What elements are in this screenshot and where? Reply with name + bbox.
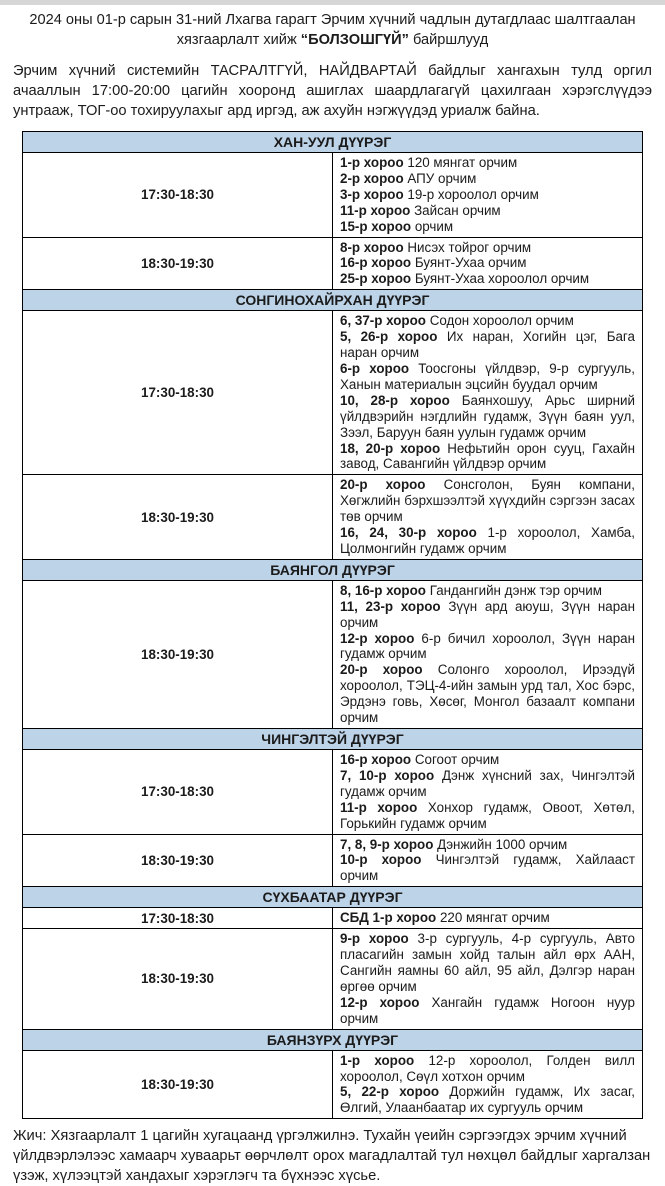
locations-cell xyxy=(333,1050,643,1119)
locations-cell xyxy=(333,311,643,475)
schedule-row xyxy=(23,929,643,1029)
khoroo-label: 1-р хороо xyxy=(340,155,404,170)
khoroo-location: 6-р бичил хороолол, Зүүн наран гудамж орчим xyxy=(340,630,635,662)
page-title-text: 2024 оны 01-р сарын 31-ний Лхагва гарагт Эрчим хүчний чадлын дутагдлаас шалтгаалан хязгаарлалт хийж xyxy=(29,12,636,48)
khoroo-label: 6, 37-р хороо xyxy=(340,313,426,329)
time-slot: 18:30-19:30 xyxy=(23,929,333,1029)
schedule-row xyxy=(23,153,643,238)
khoroo-location: Буянт-Ухаа орчим xyxy=(414,255,527,271)
district-header-row xyxy=(23,729,643,750)
khoroo-location: АПУ орчим xyxy=(407,170,477,186)
footnote-paragraph: Жич: Хязгаарлалт 1 цагийн хугацаанд үргэлжилнэ. Тухайн үеийн сэргээгдэх эрчим хүчний үйлдвэрлэлээс хамаарч хуваарьт өөрчлөлт орох магадлалтай тул нөхцөл байдлыг харгалзан үзэж, хүлээцтэй хандахыг хэрэглэгч та бүхнээс хүсье. xyxy=(13,1128,651,1185)
time-slot: 18:30-19:30 xyxy=(23,1050,333,1119)
time-slot: 18:30-19:30 xyxy=(23,834,333,887)
khoroo-entry xyxy=(340,583,635,599)
khoroo-label: 5, 26-р хороо xyxy=(340,329,438,345)
khoroo-label: 6-р хороо xyxy=(340,360,410,376)
khoroo-entry xyxy=(340,155,635,171)
khoroo-location: 3-р сургууль, 4-р сургууль, Авто пласагийн замын хойд талын айл өрх ААН, Сангийн яамны 60 айл, 95 айл, Дэлгэр наран өргөө орчим xyxy=(340,931,635,994)
khoroo-entry xyxy=(340,393,635,441)
district-header-row xyxy=(23,887,643,908)
locations-cell xyxy=(333,750,643,835)
window-edge-strip xyxy=(0,0,665,5)
district-header-row xyxy=(23,290,643,311)
khoroo-entry xyxy=(340,768,635,800)
khoroo-entry xyxy=(340,203,635,219)
schedule-row xyxy=(23,475,643,560)
schedule-row xyxy=(23,580,643,728)
khoroo-entry xyxy=(340,1084,635,1116)
locations-cell xyxy=(333,834,643,887)
khoroo-label: 8, 16-р хороо xyxy=(340,582,426,598)
khoroo-label: 10, 28-р хороо xyxy=(340,392,450,408)
khoroo-label: 11-р хороо xyxy=(340,202,411,218)
schedule-row xyxy=(23,237,643,290)
khoroo-label: 12-р хороо xyxy=(340,630,415,646)
district-header: БАЯНГОЛ ДҮҮРЭГ xyxy=(23,559,643,580)
khoroo-location: Зайсан орчим xyxy=(414,202,501,218)
khoroo-label: СБД 1-р хороо xyxy=(340,910,437,926)
page-title-emphasis: “БОЛЗОШГҮЙ” xyxy=(300,32,409,48)
district-header-row xyxy=(23,132,643,153)
khoroo-entry xyxy=(340,837,635,853)
khoroo-entry xyxy=(340,329,635,361)
khoroo-entry xyxy=(340,441,635,473)
khoroo-entry xyxy=(340,910,635,926)
khoroo-entry xyxy=(340,271,635,287)
khoroo-entry xyxy=(340,631,635,663)
locations-cell xyxy=(333,580,643,728)
khoroo-location: 120 мянгат орчим xyxy=(407,155,518,170)
khoroo-location: Тоосгоны үйлдвэр, 9-р сургууль, Ханын материалын эцсийн буудал орчим xyxy=(340,360,635,392)
khoroo-location: 19-р хороолол орчим xyxy=(407,186,539,202)
khoroo-entry xyxy=(340,995,635,1027)
khoroo-entry xyxy=(340,752,635,768)
schedule-row xyxy=(23,311,643,475)
outage-schedule-table xyxy=(22,131,643,1119)
khoroo-label: 3-р хороо xyxy=(340,186,404,202)
district-header: СОНГИНОХАЙРХАН ДҮҮРЭГ xyxy=(23,290,643,311)
schedule-row xyxy=(23,834,643,887)
khoroo-entry xyxy=(340,525,635,557)
district-header-row xyxy=(23,1029,643,1050)
schedule-row xyxy=(23,1050,643,1119)
khoroo-entry xyxy=(340,852,635,884)
khoroo-location: Чингэлтэй гудамж, Хайлааст орчим xyxy=(340,852,635,884)
khoroo-entry xyxy=(340,599,635,631)
khoroo-label: 20-р хороо xyxy=(340,662,423,678)
khoroo-label: 16, 24, 30-р хороо xyxy=(340,525,477,541)
khoroo-location: Содон хороолол орчим xyxy=(429,313,574,329)
district-header-row xyxy=(23,559,643,580)
khoroo-location: Доржийн гудамж, Их засаг, Өлгий, Улаанбаатар их сургууль орчим xyxy=(340,1084,635,1116)
khoroo-label: 18, 20-р хороо xyxy=(340,440,441,456)
locations-cell xyxy=(333,475,643,560)
khoroo-entry xyxy=(340,219,635,235)
time-slot: 17:30-18:30 xyxy=(23,750,333,835)
schedule-row xyxy=(23,750,643,835)
khoroo-label: 7, 10-р хороо xyxy=(340,767,435,783)
khoroo-label: 25-р хороо xyxy=(340,271,412,287)
khoroo-entry xyxy=(340,477,635,525)
khoroo-label: 1-р хороо xyxy=(340,1052,415,1068)
khoroo-label: 16-р хороо xyxy=(340,255,412,271)
khoroo-entry xyxy=(340,800,635,832)
khoroo-location: Солонго хороолол, Ирээдүй хороолол, ТЭЦ-4-ийн замын урд тал, Хос бэрс, Эрдэнэ говь, Хөсөг, Монгол базаалт компани орчим xyxy=(340,662,635,726)
time-slot: 18:30-19:30 xyxy=(23,475,333,560)
khoroo-location: Хангайн гудамж Ногоон нуур орчим xyxy=(340,994,635,1026)
khoroo-label: 20-р хороо xyxy=(340,477,426,493)
khoroo-location: Нисэх тойрог орчим xyxy=(407,239,532,255)
khoroo-location: Их наран, Хогийн цэг, Бага наран орчим xyxy=(340,329,635,361)
khoroo-entry xyxy=(340,361,635,393)
khoroo-label: 9-р хороо xyxy=(340,931,409,947)
khoroo-label: 11, 23-р хороо xyxy=(340,598,441,614)
district-header: СҮХБААТАР ДҮҮРЭГ xyxy=(23,887,643,908)
khoroo-location: орчим xyxy=(414,218,454,234)
khoroo-location: Сонсголон, Буян компани, Хөгжлийн бэрхшээлтэй хүүхдийн сэргээн засах төв орчим xyxy=(340,477,635,525)
khoroo-location: Гандангийн дэнж тэр орчим xyxy=(429,582,602,598)
khoroo-entry xyxy=(340,931,635,995)
khoroo-entry xyxy=(340,255,635,271)
locations-cell xyxy=(333,153,643,238)
khoroo-location: 1-р хороолол, Хамба, Цолмонгийн гудамж орчим xyxy=(340,525,635,556)
khoroo-entry xyxy=(340,187,635,203)
khoroo-location: Дэнж хүнсний зах, Чингэлтэй гудамж орчим xyxy=(340,767,635,799)
time-slot: 17:30-18:30 xyxy=(23,908,333,929)
khoroo-location: Согоот орчим xyxy=(414,752,500,767)
page-title-suffix: байршлууд xyxy=(408,32,489,48)
khoroo-location: 12-р хороолол, Голден вилл хороолол, Сөүл хотхон орчим xyxy=(340,1052,635,1084)
khoroo-label: 12-р хороо xyxy=(340,994,420,1010)
khoroo-label: 15-р хороо xyxy=(340,218,412,234)
time-slot: 18:30-19:30 xyxy=(23,580,333,728)
khoroo-location: Баянхошуу, Арьс ширний үйлдвэрийн нэгдлийн гудамж, Зүүн баян уул, Зээл, Баруун баян уулын гудамж орчим xyxy=(340,392,635,440)
district-header: ЧИНГЭЛТЭЙ ДҮҮРЭГ xyxy=(23,729,643,750)
page-title xyxy=(20,10,645,50)
khoroo-entry xyxy=(340,171,635,187)
khoroo-label: 2-р хороо xyxy=(340,170,404,186)
khoroo-label: 7, 8, 9-р хороо xyxy=(340,836,434,852)
khoroo-location: Буянт-Ухаа хороолол орчим xyxy=(414,271,590,287)
khoroo-entry xyxy=(340,662,635,726)
locations-cell xyxy=(333,237,643,290)
khoroo-location: Зүүн ард аюуш, Зүүн наран орчим xyxy=(340,598,635,630)
khoroo-entry xyxy=(340,1053,635,1085)
khoroo-label: 11-р хороо xyxy=(340,799,418,815)
intro-paragraph: Эрчим хүчний системийн ТАСРАЛТГҮЙ, НАЙДВАРТАЙ байдлыг хангахын тулд оргил ачааллын 17:00-20:00 цагийн хооронд ашиглах шаардлагагүй цахилгаан хэрэгслүүдээ унтрааж, ТОГ-оо тохируулахыг ард иргэд, аж ахуйн нэгжүүдэд уриалж байна. xyxy=(13,63,652,119)
time-slot: 17:30-18:30 xyxy=(23,153,333,238)
district-header: ХАН-УУЛ ДҮҮРЭГ xyxy=(23,132,643,153)
khoroo-label: 8-р хороо xyxy=(340,239,404,255)
khoroo-entry xyxy=(340,240,635,256)
time-slot: 17:30-18:30 xyxy=(23,311,333,475)
khoroo-location: Нефьтийн орон сууц, Гахайн завод, Савангийн үйлдвэр орчим xyxy=(340,440,635,472)
khoroo-location: Дэнжийн 1000 орчим xyxy=(437,836,568,852)
khoroo-location: Хонхор гудамж, Овоот, Хөтөл, Горькийн гудамж орчим xyxy=(340,799,635,831)
locations-cell xyxy=(333,929,643,1029)
khoroo-entry xyxy=(340,313,635,329)
khoroo-label: 16-р хороо xyxy=(340,752,412,767)
khoroo-location: 220 мянгат орчим xyxy=(439,910,550,926)
district-header: БАЯНЗҮРХ ДҮҮРЭГ xyxy=(23,1029,643,1050)
khoroo-label: 10-р хороо xyxy=(340,852,422,868)
khoroo-label: 5, 22-р хороо xyxy=(340,1084,440,1100)
time-slot: 18:30-19:30 xyxy=(23,237,333,290)
